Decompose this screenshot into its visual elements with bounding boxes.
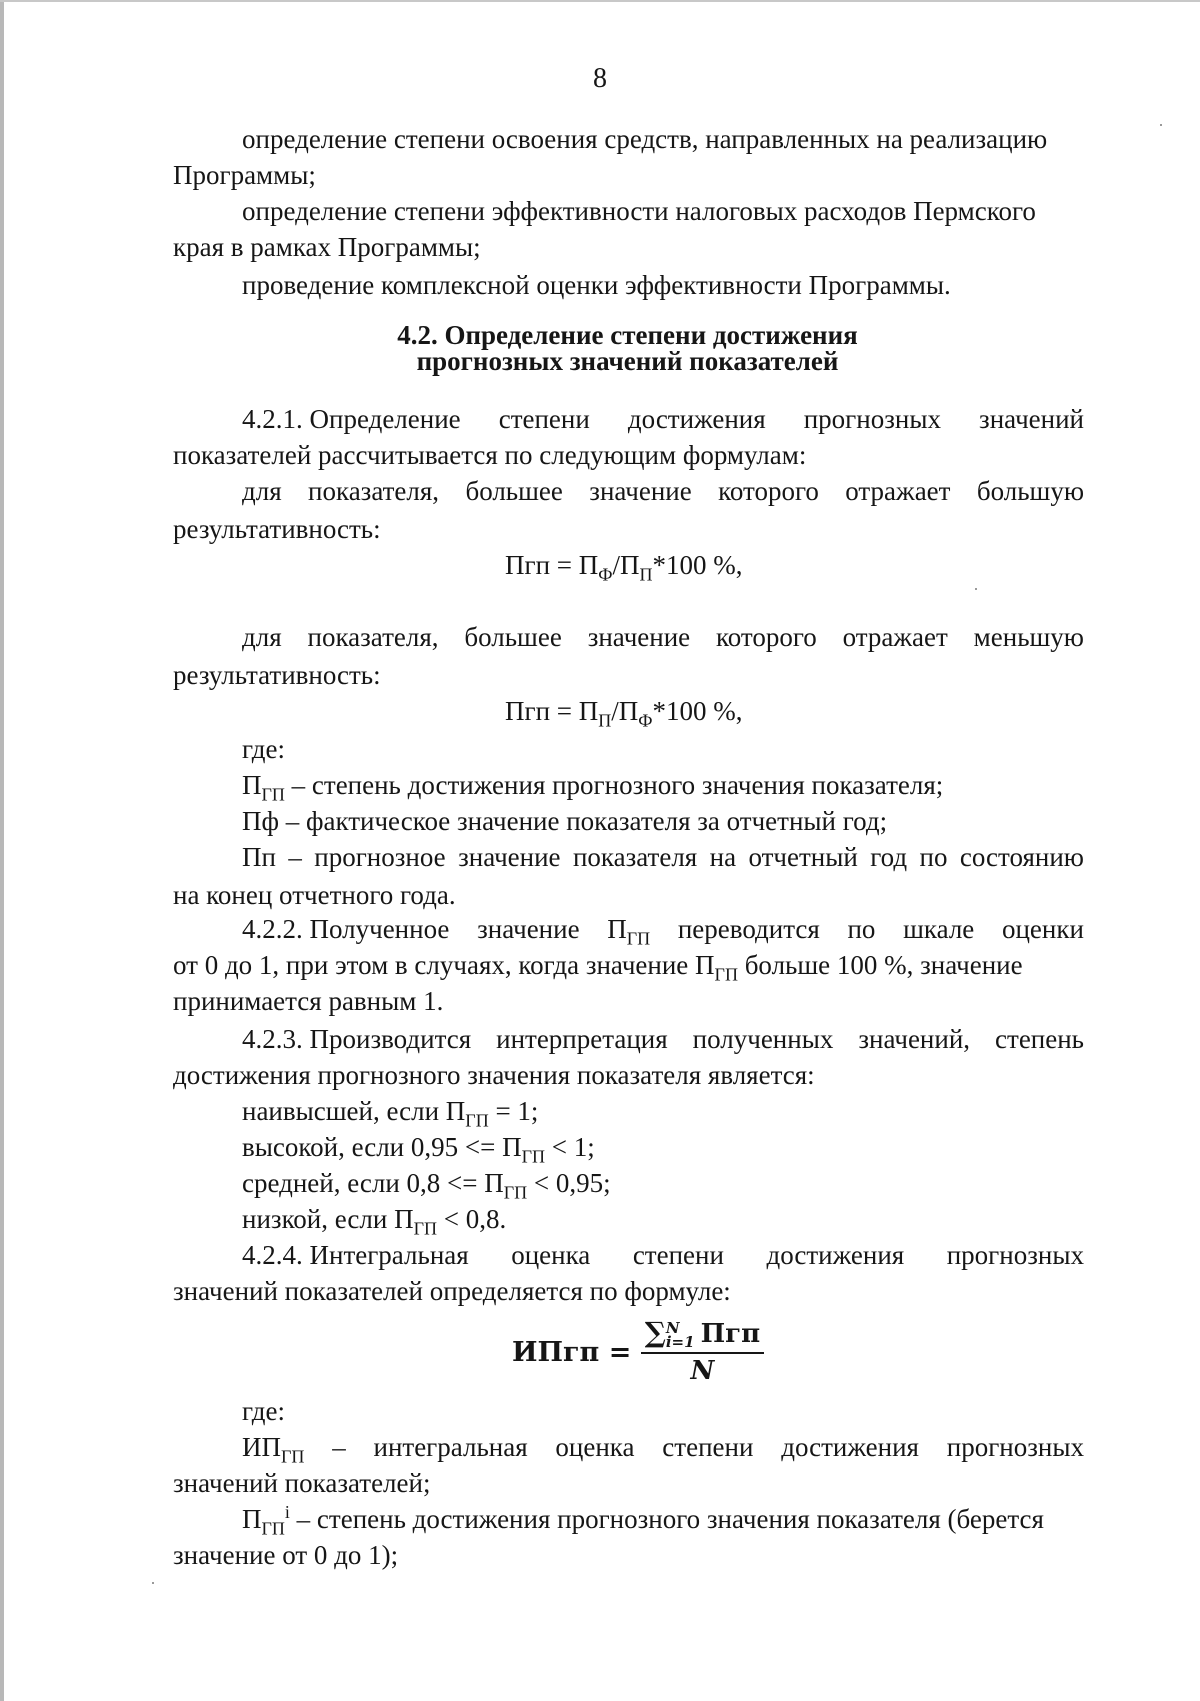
scan-speck [1160,124,1162,126]
interpretation-high [242,1130,595,1167]
interpretation-highest [242,1094,539,1131]
word: достижения [781,1432,919,1462]
subscript: ГП [261,784,285,805]
word: оценка [511,1240,591,1270]
scan-speck [152,1582,154,1584]
text: высокой, если 0,95 <= [242,1132,503,1162]
definition-text: – степень достижения прогнозного значения показателя (берется [289,1504,1044,1534]
superscript: i [284,1502,290,1522]
word: год [870,842,908,872]
symbol: П [242,770,262,800]
subscript: ГП [503,1182,528,1203]
subscript: ГП [281,1446,305,1467]
word: которого [716,622,817,652]
paragraph-4-2-1-line-1 [242,402,1084,436]
definition-pp-line-1 [242,840,1084,874]
intro-line-5: проведение комплексной оценки эффективности Программы. [242,270,951,300]
word: степень [995,1024,1084,1054]
page-number: 8 [593,63,607,94]
case-greater-line-1 [242,474,1084,508]
symbol: П [607,914,627,944]
word: большее [464,622,562,652]
text: от 0 до 1, при этом в случаях, когда значение [173,950,696,980]
sum-limits [666,1321,695,1349]
text: = 1; [488,1096,539,1126]
formula-symbol: П [620,550,640,580]
sum-lower-limit: i=1 [665,1333,695,1351]
symbol: П [484,1168,504,1198]
formula-slash: / [612,550,621,580]
paragraph-4-2-2-line-2 [173,948,1023,985]
sum-sign: ∑ [644,1316,666,1349]
definition-pgp-i-line-1 [242,1502,1044,1539]
paragraph-4-2-3-line-1 [242,1022,1084,1056]
text: средней, если 0,8 <= [242,1168,485,1198]
definition-ipgp-line-1 [242,1430,1084,1467]
word: прогнозных [946,1432,1084,1462]
paragraph-4-2-4-line-1 [242,1238,1084,1272]
paragraph-4-2-2-line-1 [242,912,1084,949]
symbol-ipgp [242,1430,305,1467]
paragraph-4-2-4-line-2: значений показателей определяется по формуле: [173,1276,731,1306]
scan-speck [975,588,977,590]
subscript: ГП [521,1146,545,1167]
word: значений [979,404,1084,434]
intro-line-3: определение степени эффективности налоговых расходов Пермского [242,196,1036,226]
word: прогнозное [314,842,446,872]
word: на [709,842,737,872]
intro-line-1 [242,122,1084,156]
word: степени [662,1432,754,1462]
formula-equals: = [550,550,579,580]
word: достижения [766,1240,905,1270]
subscript: ГП [413,1218,437,1239]
word: 4.2.1. Определение [242,404,461,434]
symbol-pgp [607,912,651,949]
word: шкале [903,914,975,944]
word: большую [976,476,1084,506]
interpretation-medium [242,1166,611,1203]
section-title-line-1: 4.2. Определение степени достижения [397,320,858,350]
text: определение степени освоения средств, направленных на реализацию [242,124,1048,154]
word: интерпретация [496,1024,668,1054]
word: большее [465,476,563,506]
definition-pf: Пф – фактическое значение показателя за отчетный год; [242,806,888,836]
interpretation-low [242,1202,507,1239]
intro-line-2: Программы; [173,160,316,190]
formula-subscript: П [639,564,653,585]
formula-subscript: Ф [638,710,653,731]
word: по [919,842,948,872]
symbol: П [445,1096,466,1126]
text: низкой, если [242,1204,395,1234]
formula-lhs: ИПгп [512,1337,600,1368]
word: состоянию [959,842,1084,872]
definition-pgp-i-line-2: значение от 0 до 1); [173,1540,399,1570]
symbol: П [394,1204,414,1234]
word: оценка [555,1432,635,1462]
symbol: П [242,1504,262,1534]
word: меньшую [973,622,1084,652]
word: Пп [242,842,276,872]
formula-lhs: Пгп [505,696,551,726]
case-greater-line-2: результативность: [173,514,381,544]
word: степени [632,1240,724,1270]
word: отчетный [748,842,858,872]
subscript: ГП [465,1110,489,1131]
paragraph-4-2-1-line-2: показателей рассчитывается по следующим формулам: [173,440,807,470]
where-label-2: где: [242,1396,285,1426]
formula-subscript: Ф [598,564,613,585]
symbol: П [695,950,715,980]
paragraph-4-2-2-line-3: принимается равным 1. [173,986,444,1016]
subscript: ГП [261,1518,285,1539]
formula-less [505,694,743,731]
subscript: ГП [626,928,651,949]
formula-symbol: П [618,696,639,726]
formula-slash: / [611,696,619,726]
word: интегральная [373,1432,528,1462]
word: достижения [627,404,766,434]
word: значение [587,622,691,652]
formula-tail: *100 %, [652,696,743,726]
word: значений, [858,1024,971,1054]
definition-pp-line-2: на конец отчетного года. [173,880,456,910]
word: значение [477,914,580,944]
definition-text: – степень достижения прогнозного значения показателя; [284,770,944,800]
word: 4.2.3. Производится [242,1024,472,1054]
word: показателя, [308,476,440,506]
word: прогнозных [946,1240,1084,1270]
subscript: ГП [714,964,738,985]
word: показателя [572,842,698,872]
fraction-numerator [641,1318,764,1354]
text: < 1; [545,1132,595,1162]
word: степени [498,404,590,434]
word: прогнозных [803,404,941,434]
word: переводится [677,914,820,944]
word: – [288,842,302,872]
word: 4.2.4. Интегральная [242,1240,469,1270]
definition-pgp [242,768,944,805]
symbol: П [502,1132,522,1162]
word: 4.2.2. Полученное [242,914,450,944]
definition-ipgp-line-2: значений показателей; [173,1468,431,1498]
formula-subscript: П [598,710,612,731]
text: < 0,95; [527,1168,611,1198]
word: значение [458,842,561,872]
word: отражает [842,622,948,652]
formula-equals: = [550,696,579,726]
word: для [242,622,282,652]
word: отражает [845,476,951,506]
sum-upper-limit: N [665,1319,680,1337]
case-less-line-2: результативность: [173,660,381,690]
word: оценки [1001,914,1084,944]
word: которого [718,476,819,506]
paragraph-4-2-3-line-2: достижения прогнозного значения показателя является: [173,1060,815,1090]
sum-term: Пгп [700,1319,761,1349]
section-title-line-2: прогнозных значений показателей [416,346,839,376]
word: показателя, [307,622,439,652]
formula-symbol: П [578,550,599,580]
word: по [847,914,876,944]
symbol: ИП [242,1432,281,1462]
text: больше 100 %, значение [737,950,1023,980]
scan-top-edge [0,0,1200,2]
word: – [332,1432,346,1462]
formula-lhs: Пгп [505,550,551,580]
fraction-denominator: N [690,1356,715,1386]
formula-tail: *100 %, [652,550,743,580]
fraction [641,1318,764,1388]
formula-integral [512,1318,764,1388]
text: наивысшей, если [242,1096,446,1126]
formula-equals: = [599,1337,641,1368]
text: < 0,8. [436,1204,507,1234]
word: значение [589,476,692,506]
word: полученных [692,1024,834,1054]
case-less-line-1 [242,620,1084,654]
formula-greater [505,548,743,585]
word: для [242,476,282,506]
scan-left-edge [0,0,4,1701]
intro-line-4: края в рамках Программы; [173,232,481,262]
formula-symbol: П [578,696,599,726]
where-label: где: [242,734,285,764]
